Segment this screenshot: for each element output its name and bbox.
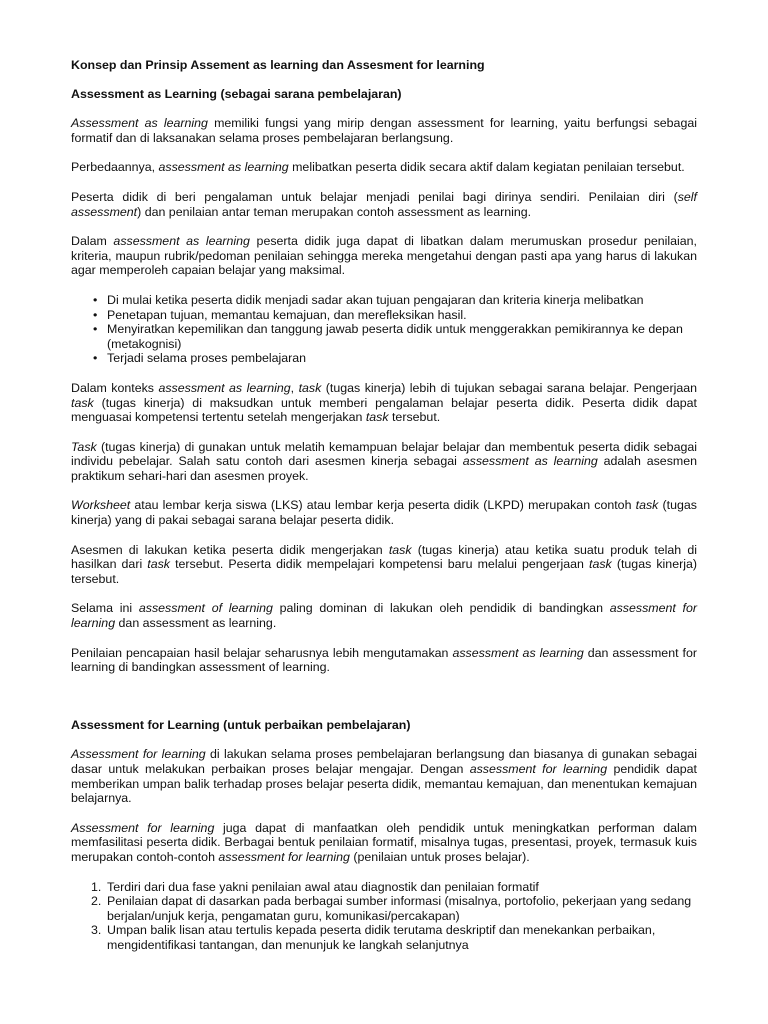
paragraph: Asesmen di lakukan ketika peserta didik mengerjakan task (tugas kinerja) atau ketika suatu produk telah di hasilkan dari task tersebut. Peserta didik mempelajari kompetensi baru melalui pengerjaan task (tugas kinerja) tersebut. xyxy=(71,542,697,586)
section-spacer xyxy=(71,690,697,718)
list-item: • Penetapan tujuan, memantau kemajuan, dan merefleksikan hasil. xyxy=(107,308,697,323)
paragraph: Dalam assessment as learning peserta didik juga dapat di libatkan dalam merumuskan prosedur penilaian, kriteria, maupun rubrik/pedoman penilaian sehingga mereka mengetahui dengan pasti apa yang harus di lakukan agar memperoleh capaian belajar yang maksimal. xyxy=(71,234,697,278)
list-item: 3. Umpan balik lisan atau tertulis kepada peserta didik terutama deskriptif dan menekankan perbaikan, mengidentifikasi tantangan, dan menunjuk ke langkah selanjutnya xyxy=(91,923,656,952)
list-item: 2. Penilaian dapat di dasarkan pada berbagai sumber informasi (misalnya, portofolio, pekerjaan yang sedang berjalan/unjuk kerja, pengamatan guru, komunikasi/percakapan) xyxy=(91,894,692,923)
paragraph: Assessment for learning di lakukan selama proses pembelajaran berlangsung dan biasanya di gunakan sebagai dasar untuk melakukan perbaikan proses belajar mengajar. Dengan assessment for learning pendidik dapat memberikan umpan balik terhadap proses belajar peserta didik, memantau kemajuan, dan menentukan kemajuan belajarnya. xyxy=(71,747,697,806)
paragraph: Penilaian pencapaian hasil belajar seharusnya lebih mengutamakan assessment as learning dan assessment for learning di bandingkan assessment of learning. xyxy=(71,645,697,675)
paragraph: Worksheet atau lembar kerja siswa (LKS) atau lembar kerja peserta didik (LKPD) merupakan contoh task (tugas kinerja) yang di pakai sebagai sarana belajar peserta didik. xyxy=(71,498,697,528)
section-heading-assessment-as-learning: Assessment as Learning (sebagai sarana pembelajaran) xyxy=(71,86,402,101)
paragraph: Peserta didik di beri pengalaman untuk belajar menjadi penilai bagi dirinya sendiri. Penilaian diri (self assessment) dan penilaian antar teman merupakan contoh assessment as learning. xyxy=(71,189,697,219)
numbered-list xyxy=(71,880,697,953)
paragraph: Assessment for learning juga dapat di manfaatkan oleh pendidik untuk meningkatkan performan dalam memfasilitasi peserta didik. Berbagai bentuk penilaian formatif, misalnya tugas, presentasi, proyek, termasuk kuis merupakan contoh-contoh assessment for learning (penilaian untuk proses belajar). xyxy=(71,820,697,864)
paragraph: Selama ini assessment of learning paling dominan di lakukan oleh pendidik di bandingkan assessment for learning dan assessment as learning. xyxy=(71,601,698,631)
list-item: • Terjadi selama proses pembelajaran xyxy=(107,351,697,366)
paragraph: Assessment as learning memiliki fungsi yang mirip dengan assessment for learning, yaitu berfungsi sebagai formatif dan di laksanakan selama proses pembelajaran berlangsung. xyxy=(71,116,697,145)
list-item: 1. Terdiri dari dua fase yakni penilaian awal atau diagnostik dan penilaian formatif xyxy=(91,879,539,894)
document-title: Konsep dan Prinsip Assement as learning dan Assesment for learning xyxy=(71,58,485,72)
section-heading-assessment-for-learning: Assessment for Learning (untuk perbaikan pembelajaran) xyxy=(71,717,411,732)
bullet-list xyxy=(71,293,697,366)
paragraph: Dalam konteks assessment as learning, task (tugas kinerja) lebih di tujukan sebagai sarana belajar. Pengerjaan task (tugas kinerja) di maksudkan untuk memberi pengalaman belajar peserta didik. Peserta didik dapat menguasai kompetensi tertentu setelah mengerjakan task tersebut. xyxy=(71,380,697,425)
list-item: • Menyiratkan kepemilikan dan tanggung jawab peserta didik untuk menggerakkan pemikirannya ke depan (metakognisi) xyxy=(107,322,697,351)
list-item: • Di mulai ketika peserta didik menjadi sadar akan tujuan pengajaran dan kriteria kinerja melibatkan xyxy=(107,293,697,308)
paragraph: Perbedaannya, assessment as learning melibatkan peserta didik secara aktif dalam kegiatan penilaian tersebut. xyxy=(71,160,685,175)
document-body xyxy=(71,58,697,953)
paragraph: Task (tugas kinerja) di gunakan untuk melatih kemampuan belajar belajar dan membentuk peserta didik sebagai individu pebelajar. Salah satu contoh dari asesmen kinerja sebagai assessment as learning adalah asesmen praktikum sehari-hari dan asesmen proyek. xyxy=(71,439,697,483)
